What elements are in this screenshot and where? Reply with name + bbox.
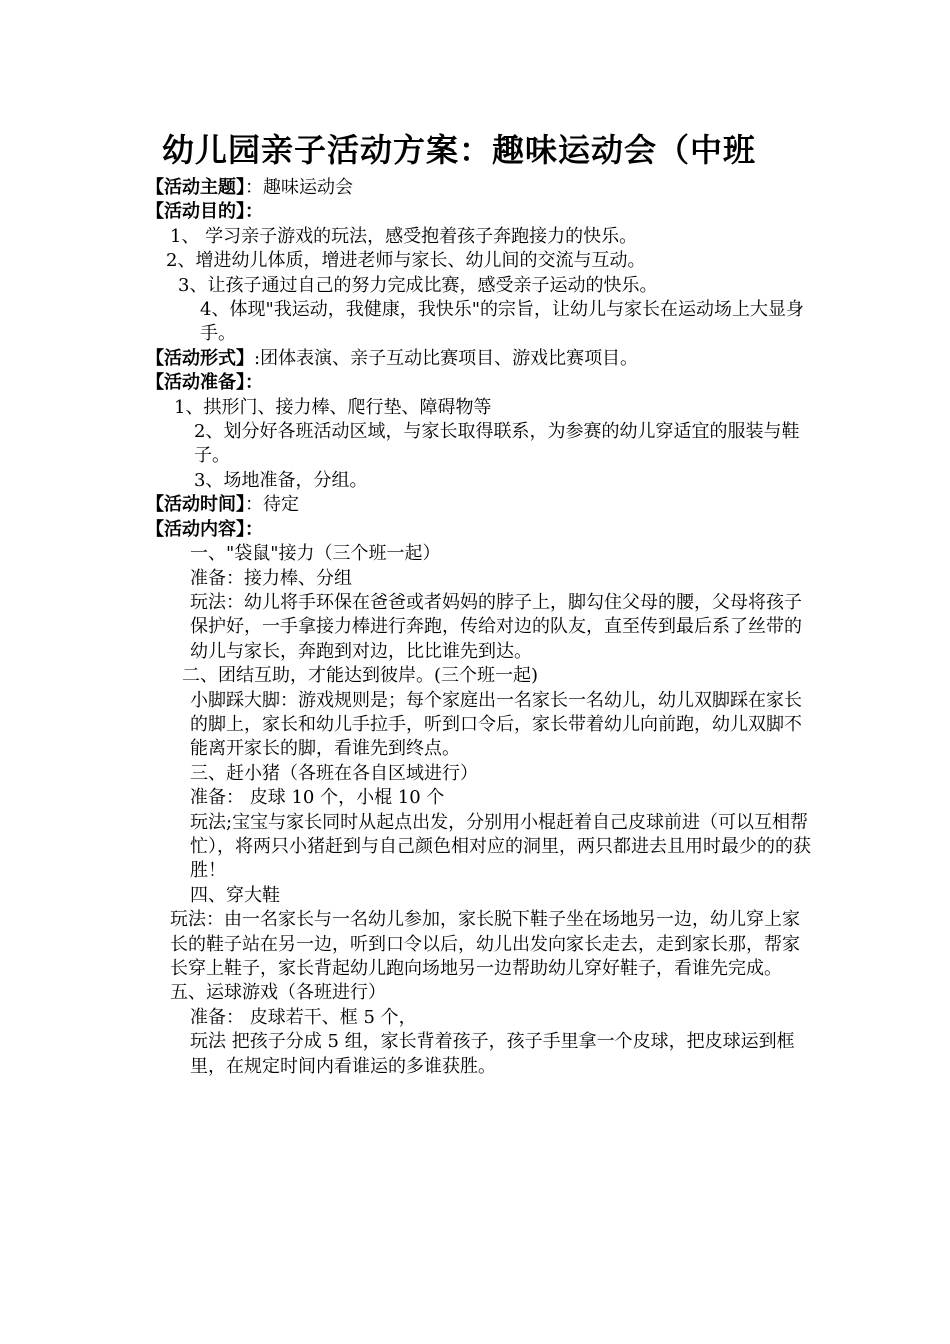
- game1-title: 一、"袋鼠"接力（三个班一起）: [190, 543, 441, 565]
- document-title: 幼儿园亲子活动方案：趣味运动会（中班: [162, 131, 757, 169]
- game3-prep: 准备： 皮球 10 个，小棍 10 个: [190, 787, 445, 809]
- goal-item-2: 2、增进幼儿体质，增进老师与家长、幼儿间的交流与互动。: [166, 250, 646, 272]
- content-label: 【活动内容】：: [146, 518, 263, 540]
- game1-play: 玩法：幼儿将手环保在爸爸或者妈妈的脖子上，脚勾住父母的腰，父母将孩子保护好，一手拿接力棒进行奔跑，传给对边的队友，直至传到最后系了丝带的幼儿与家长，奔跑到对边，比比谁先到达。: [190, 591, 802, 662]
- theme-line: [146, 176, 811, 200]
- goals-label: 【活动目的】：: [146, 201, 263, 223]
- game1-prep: 准备：接力棒、分组: [190, 567, 352, 589]
- prep-item-1: 1、拱形门、接力棒、爬行垫、障碍物等: [174, 396, 492, 418]
- prep-item-3: 3、场地准备，分组。: [194, 469, 368, 491]
- game5-title: 五、运球游戏（各班进行）: [170, 982, 386, 1004]
- theme-label: 【活动主题】: [146, 177, 245, 198]
- game5-play: 玩法 把孩子分成 5 组，家长背着孩子，孩子手里拿一个皮球，把皮球运到框里，在规定时间内看谁运的多谁获胜。: [190, 1031, 795, 1077]
- goal-item-4: 4、体现"我运动，我健康，我快乐"的宗旨，让幼儿与家长在运动场上大显身手。: [200, 299, 805, 345]
- game2-play: 小脚踩大脚：游戏规则是；每个家庭出一名家长一名幼儿，幼儿双脚踩在家长的脚上，家长和幼儿手拉手，听到口令后，家长带着幼儿向前跑，幼儿双脚不能离开家长的脚，看谁先到终点。: [190, 689, 802, 760]
- game5-prep: 准备： 皮球若干、框 5 个，: [190, 1006, 417, 1028]
- game2-title: 二、团结互助，才能达到彼岸。(三个班一起): [182, 665, 539, 687]
- form-line: [146, 347, 811, 371]
- form-label: 【活动形式】: [146, 347, 254, 369]
- game4-play: 玩法：由一名家长与一名幼儿参加，家长脱下鞋子坐在场地另一边，幼儿穿上家长的鞋子站在另一边，听到口令以后，幼儿出发向家长走去，走到家长那，帮家长穿上鞋子，家长背起幼儿跑向场地另一边帮助幼儿穿好鞋子，看谁先完成。: [170, 909, 800, 979]
- game3-play: 玩法;宝宝与家长同时从起点出发，分别用小棍赶着自己皮球前进（可以互相帮忙），将两只小猪赶到与自己颜色相对应的洞里，两只都进去且用时最少的的获胜！: [190, 811, 811, 882]
- form-value: :团体表演、亲子互动比赛项目、游戏比赛项目。: [254, 347, 639, 369]
- document-page: [146, 128, 811, 1079]
- game3-title: 三、赶小猪（各班在各自区域进行）: [190, 762, 478, 784]
- goal-item-1: 1、 学习亲子游戏的玩法，感受抱着孩子奔跑接力的快乐。: [170, 225, 638, 247]
- prep-label: 【活动准备】：: [146, 372, 263, 394]
- game4-title: 四、穿大鞋: [190, 884, 280, 906]
- theme-value: 趣味运动会: [263, 177, 353, 198]
- time-label: 【活动时间】: [146, 494, 245, 516]
- goal-item-3: 3、让孩子通过自己的努力完成比赛，感受亲子运动的快乐。: [178, 274, 658, 296]
- prep-item-2: 2、划分好各班活动区域，与家长取得联系，为参赛的幼儿穿适宜的服装与鞋子。: [194, 421, 800, 467]
- time-line: [146, 493, 811, 517]
- theme-sep: ：: [245, 177, 263, 198]
- time-value: ：待定: [245, 494, 299, 516]
